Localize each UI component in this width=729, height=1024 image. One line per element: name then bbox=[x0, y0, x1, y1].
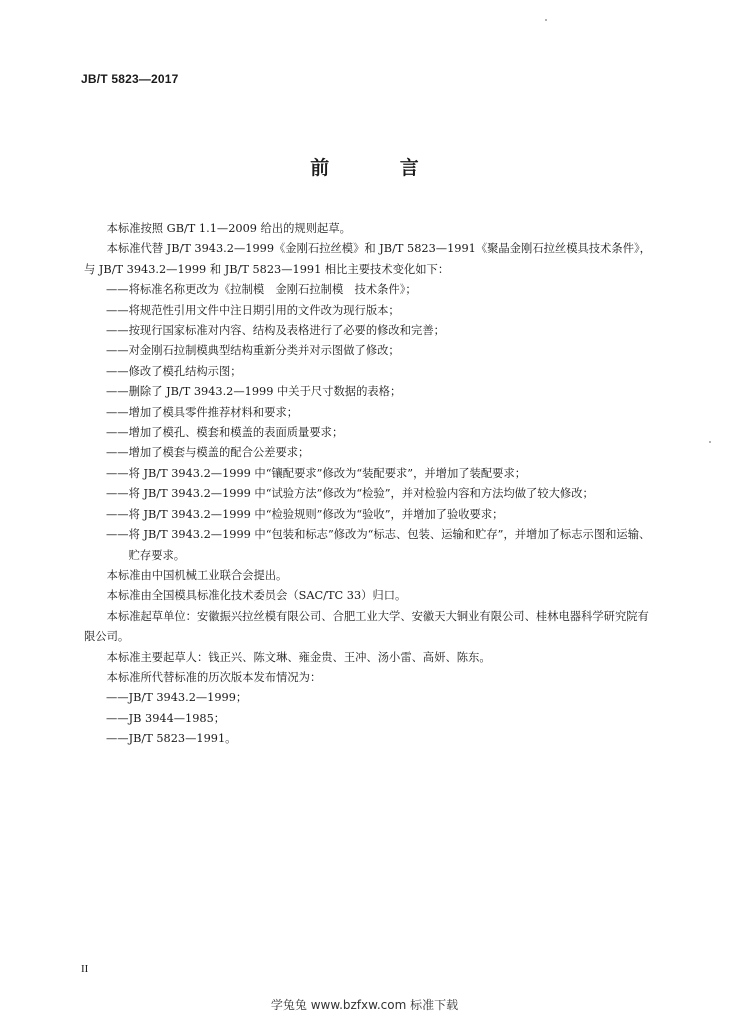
paragraph-drafting-units: 本标准起草单位：安徽振兴拉丝模有限公司、合肥工业大学、安徽天大铜业有限公司、桂林电器科学研究院有限公司。 bbox=[84, 609, 649, 644]
scan-speck bbox=[545, 19, 547, 21]
foreword-body bbox=[84, 219, 652, 750]
paragraph-drafters: 本标准主要起草人：钱正兴、陈文琳、雍金贵、王冲、汤小雷、高妍、陈东。 bbox=[106, 650, 491, 664]
list-item: ——增加了模套与模盖的配合公差要求； bbox=[106, 446, 310, 460]
paragraph-drafting-rule: 本标准按照 GB/T 1.1—2009 给出的规则起草。 bbox=[106, 222, 351, 235]
list-item: ——将 JB/T 3943.2—1999 中“检验规则”修改为“验收”，并增加了验收要求； bbox=[106, 507, 504, 521]
paragraph-history-intro: 本标准所代替标准的历次版本发布情况为： bbox=[106, 670, 322, 684]
paragraph-proposer: 本标准由中国机械工业联合会提出。 bbox=[106, 568, 288, 582]
page-title: 前 言 bbox=[310, 157, 451, 179]
list-item: ——将标准名称更改为《拉制模 金刚石拉制模 技术条件》； bbox=[106, 283, 417, 297]
list-item: ——增加了模孔、模套和模盖的表面质量要求； bbox=[106, 426, 344, 440]
paragraph-replacement: 本标准代替 JB/T 3943.2—1999《金刚石拉丝模》和 JB/T 5823—1991《聚晶金刚石拉丝模具技术条件》，与 JB/T 3943.2—1999 和 JB/T 5823—1991 相比主要技术变化如下： bbox=[84, 242, 651, 276]
list-item: ——JB 3944—1985； bbox=[106, 711, 226, 725]
paragraph-centralized: 本标准由全国模具标准化技术委员会（SAC/TC 33）归口。 bbox=[106, 589, 407, 603]
standard-code: JB/T 5823—2017 bbox=[81, 72, 179, 86]
scan-speck bbox=[709, 441, 711, 443]
list-item: ——增加了模具零件推荐材料和要求； bbox=[106, 405, 299, 419]
list-item: ——按现行国家标准对内容、结构及表格进行了必要的修改和完善； bbox=[106, 324, 445, 338]
list-item: ——修改了模孔结构示图； bbox=[106, 364, 242, 378]
list-item: ——将 JB/T 3943.2—1999 中“试验方法”修改为“检验”，并对检验内容和方法均做了较大修改； bbox=[106, 487, 594, 501]
list-item: ——JB/T 3943.2—1999； bbox=[106, 691, 248, 705]
history-list bbox=[84, 688, 652, 749]
list-item: ——删除了 JB/T 3943.2—1999 中关于尺寸数据的表格； bbox=[106, 385, 402, 399]
list-item: ——将 JB/T 3943.2—1999 中“镶配要求”修改为“装配要求”，并增加了装配要求； bbox=[106, 466, 527, 480]
page-number: II bbox=[81, 963, 89, 975]
list-item: ——对金刚石拉制模典型结构重新分类并对示图做了修改； bbox=[106, 344, 400, 358]
changes-list bbox=[84, 280, 652, 566]
list-item: ——将规范性引用文件中注日期引用的文件改为现行版本； bbox=[106, 303, 400, 317]
list-item: ——JB/T 5823—1991。 bbox=[106, 732, 237, 746]
watermark-text: 学兔兔 www.bzfxw.com 标准下载 bbox=[270, 998, 459, 1012]
list-item: ——将 JB/T 3943.2—1999 中“包装和标志”修改为“标志、包装、运输和贮存”，并增加了标志示图和运输、贮存要求。 bbox=[106, 528, 651, 562]
